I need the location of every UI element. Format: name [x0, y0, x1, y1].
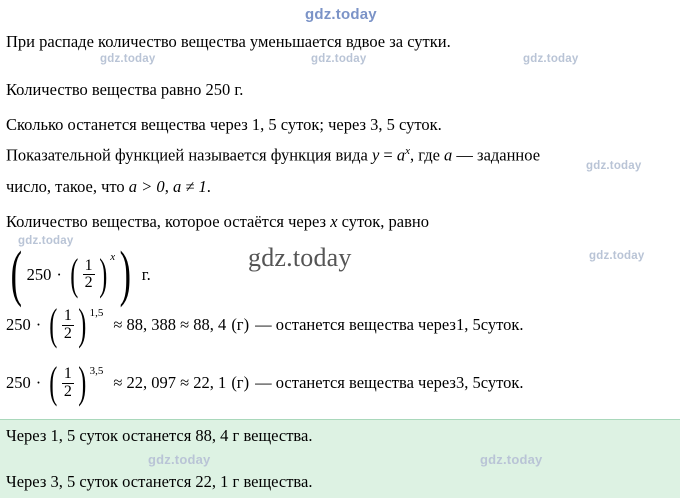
- math-var-a: a: [444, 145, 453, 165]
- math-value: 1, 5: [251, 115, 277, 134]
- solution-intro-line: [6, 212, 429, 232]
- definition-line-2: [6, 177, 211, 197]
- text-fragment: суток; через: [276, 115, 371, 134]
- text-fragment: г вещества.: [228, 472, 313, 491]
- math-var-x: x: [330, 212, 338, 231]
- fraction-one-half: [83, 258, 95, 293]
- calc2-tail2: суток.: [480, 373, 524, 393]
- fraction-denominator: 2: [84, 274, 93, 292]
- left-paren: (: [49, 300, 58, 349]
- watermark-large: gdz.today: [248, 243, 352, 272]
- calc2-days: 3, 5: [455, 373, 481, 393]
- watermark: gdz.today: [589, 250, 645, 262]
- left-paren: (: [10, 240, 23, 308]
- answer1-value: 88, 4: [195, 426, 229, 445]
- watermark-title: gdz.today: [305, 6, 377, 23]
- multiplication-dot: ·: [56, 264, 62, 284]
- answer2-value: 22, 1: [195, 472, 229, 491]
- text-fragment: Количество вещества, которое остаётся через: [6, 212, 331, 231]
- calc1-tail: — останется вещества через: [255, 315, 456, 335]
- answer1-days: 1, 5: [50, 426, 76, 445]
- watermark: gdz.today: [480, 452, 543, 467]
- math-equals: =: [379, 145, 397, 165]
- fraction-one-half: [62, 366, 74, 401]
- calculation-row-1: [6, 300, 524, 349]
- inner-left-paren: (: [70, 249, 79, 299]
- math-value: 250: [205, 80, 231, 99]
- calc1-days: 1, 5: [455, 315, 481, 335]
- watermark: gdz.today: [100, 53, 156, 65]
- calc2-exponent: 3,5: [89, 365, 104, 377]
- calc1-approx: ≈ 88, 388 ≈ 88, 4: [113, 315, 227, 335]
- answer-line-1: [6, 426, 312, 446]
- calc2-coefficient: 250: [6, 373, 31, 393]
- calc2-approx: ≈ 22, 097 ≈ 22, 1: [113, 373, 227, 393]
- text-fragment: — заданное: [452, 145, 541, 165]
- calc1-coefficient: 250: [6, 315, 31, 335]
- calc1-unit: (г): [231, 315, 250, 335]
- text-fragment: .: [206, 177, 211, 196]
- text-fragment: суток останется: [75, 472, 196, 491]
- fraction-denominator: 2: [63, 324, 72, 342]
- text-fragment: , где: [410, 145, 445, 165]
- text-fragment: Количество вещества равно: [6, 80, 206, 99]
- inner-right-paren: ): [98, 249, 107, 299]
- math-condition-2: a ≠ 1: [172, 177, 207, 196]
- problem-statement-line-1: При распаде количество вещества уменьшается вдвое за сутки.: [6, 32, 451, 51]
- left-paren: (: [49, 358, 58, 407]
- answer-box: [0, 419, 680, 498]
- fraction-numerator: 1: [63, 364, 72, 382]
- watermark: gdz.today: [586, 160, 642, 172]
- multiplication-dot: ·: [35, 373, 42, 393]
- watermark: gdz.today: [311, 53, 367, 65]
- math-value: 3, 5: [370, 115, 395, 134]
- watermark: gdz.today: [148, 452, 211, 467]
- watermark: gdz.today: [18, 235, 74, 247]
- right-paren: ): [78, 300, 87, 349]
- formula-unit: г.: [141, 264, 151, 284]
- text-fragment: г вещества.: [228, 426, 313, 445]
- answer-line-2: [6, 472, 312, 492]
- fraction-numerator: 1: [63, 306, 72, 324]
- math-var-y: y: [371, 145, 380, 165]
- calc1-tail2: суток.: [480, 315, 524, 335]
- fraction-numerator: 1: [84, 256, 93, 274]
- right-paren: ): [119, 240, 132, 308]
- text-fragment: суток, равно: [337, 212, 429, 231]
- multiplication-dot: ·: [35, 315, 42, 335]
- problem-statement-line-2: [6, 80, 243, 100]
- watermark: gdz.today: [523, 53, 579, 65]
- calc2-tail: — останется вещества через: [255, 373, 456, 393]
- calculation-row-2: [6, 358, 524, 407]
- answer2-days: 3, 5: [50, 472, 76, 491]
- exponent-x: x: [110, 251, 116, 263]
- formula-coefficient: 250: [26, 264, 52, 284]
- math-exponent-x: x: [405, 145, 410, 157]
- text-fragment: суток останется: [75, 426, 196, 445]
- calc2-unit: (г): [231, 373, 250, 393]
- problem-statement-line-3: [6, 115, 442, 135]
- text-fragment: Через: [6, 472, 51, 491]
- definition-line-1: [6, 145, 540, 165]
- right-paren: ): [78, 358, 87, 407]
- text-fragment: Показательной функцией называется функция вида: [6, 145, 372, 165]
- text-fragment: суток.: [394, 115, 442, 134]
- text-fragment: число, такое, что: [6, 177, 129, 196]
- calc1-exponent: 1,5: [89, 307, 104, 319]
- math-condition-1: a > 0: [128, 177, 165, 196]
- math-var-a: a: [396, 145, 406, 165]
- text-fragment: ,: [164, 177, 173, 196]
- fraction-denominator: 2: [63, 382, 72, 400]
- text-fragment: Через: [6, 426, 51, 445]
- text-fragment: Сколько останется вещества через: [6, 115, 252, 134]
- fraction-one-half: [62, 308, 74, 343]
- text-fragment: г.: [230, 80, 244, 99]
